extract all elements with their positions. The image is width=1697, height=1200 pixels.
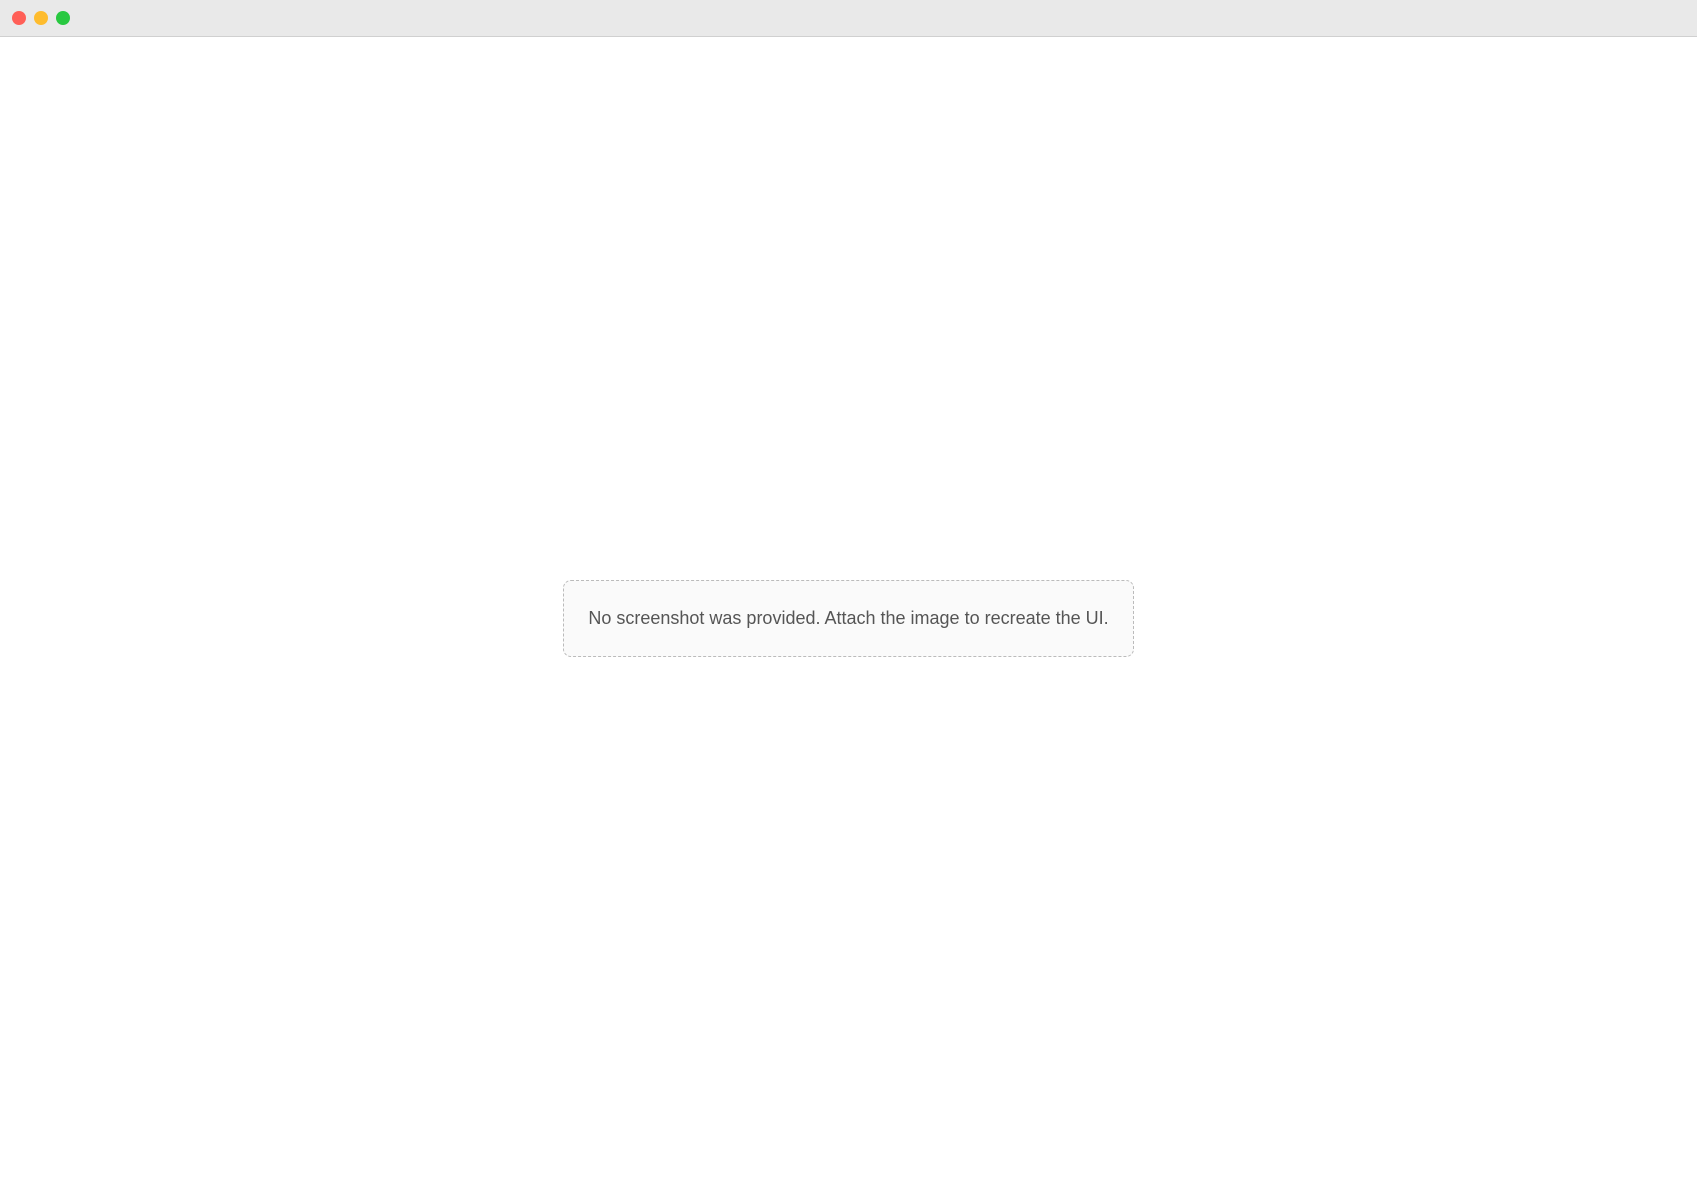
close-button[interactable] [12,11,26,25]
minimize-button[interactable] [34,11,48,25]
content-area [0,37,1697,1200]
title-bar [0,0,1697,37]
missing-screenshot-notice: No screenshot was provided. Attach the image to recreate the UI. [563,580,1133,657]
maximize-button[interactable] [56,11,70,25]
